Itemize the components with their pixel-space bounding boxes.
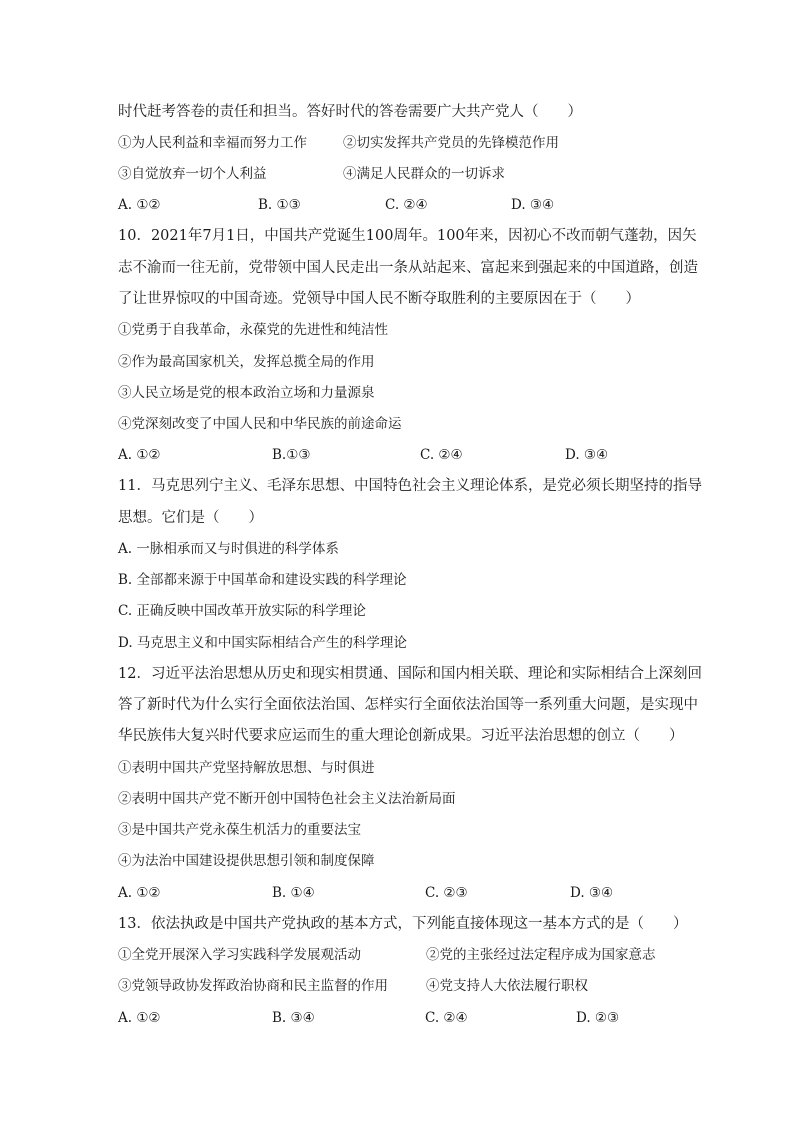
- q13-choice-c[interactable]: C. ②④: [425, 1010, 468, 1026]
- q9-choice-b[interactable]: B. ①③: [258, 197, 301, 213]
- q9-stem: 时代赶考答卷的责任和担当。答好时代的答卷需要广大共产党人（ ）: [118, 104, 582, 120]
- q9-item-3: ③自觉放弃一切个人利益: [118, 166, 267, 182]
- q10-choice-a[interactable]: A. ①②: [118, 447, 161, 463]
- q12-stem-line-1: 12．习近平法治思想从历史和现实相贯通、国际和国内相关联、理论和实际相结合上深刻回: [118, 666, 702, 682]
- q11-stem-line-2: 思想。它们是（ ）: [118, 510, 263, 526]
- q12-item-4: ④为法治中国建设提供思想引领和制度保障: [118, 853, 375, 869]
- q9-choice-a[interactable]: A. ①②: [118, 197, 161, 213]
- q12-item-3: ③是中国共产党永葆生机活力的重要法宝: [118, 822, 361, 838]
- q11-choice-c[interactable]: C. 正确反映中国改革开放实际的科学理论: [118, 603, 366, 619]
- q11-choice-d[interactable]: D. 马克思主义和中国实际相结合产生的科学理论: [118, 635, 407, 651]
- q12-choice-a[interactable]: A. ①②: [118, 885, 161, 901]
- q10-stem-line-3: 了让世界惊叹的中国奇迹。党领导中国人民不断夺取胜利的主要原因在于（ ）: [118, 291, 640, 307]
- q13-item-2: ②党的主张经过法定程序成为国家意志: [426, 947, 656, 963]
- q10-item-2: ②作为最高国家机关，发挥总揽全局的作用: [118, 354, 375, 370]
- q10-choice-c[interactable]: C. ②④: [420, 447, 463, 463]
- q9-item-2: ②切实发挥共产党员的先锋模范作用: [343, 135, 559, 151]
- q13-item-1: ①全党开展深入学习实践科学发展观活动: [118, 947, 361, 963]
- q9-item-1: ①为人民利益和幸福而努力工作: [118, 135, 307, 151]
- q12-choice-b[interactable]: B. ①④: [272, 885, 315, 901]
- q10-choice-d[interactable]: D. ③④: [565, 447, 609, 463]
- q13-item-3: ③党领导政协发挥政治协商和民主监督的作用: [118, 978, 388, 994]
- q11-choice-a[interactable]: A. 一脉相承而又与时俱进的科学体系: [118, 541, 339, 557]
- q12-item-2: ②表明中国共产党不断开创中国特色社会主义法治新局面: [118, 791, 456, 807]
- q9-choice-d[interactable]: D. ③④: [511, 197, 555, 213]
- q12-stem-line-2: 答了新时代为什么实行全面依法治国、怎样实行全面依法治国等一系列重大问题，是实现中: [118, 697, 698, 713]
- q13-stem: 13．依法执政是中国共产党执政的基本方式，下列能直接体现这一基本方式的是（ ）: [118, 916, 688, 932]
- q10-item-1: ①党勇于自我革命，永葆党的先进性和纯洁性: [118, 322, 388, 338]
- q10-item-4: ④党深刻改变了中国人民和中华民族的前途命运: [118, 416, 402, 432]
- q10-choice-b[interactable]: B.①③: [272, 447, 311, 463]
- q12-choice-d[interactable]: D. ③④: [570, 885, 614, 901]
- q13-choice-d[interactable]: D. ②③: [576, 1010, 620, 1026]
- q13-choice-a[interactable]: A. ①②: [118, 1010, 161, 1026]
- q10-stem-line-1: 10．2021年7月1日，中国共产党诞生100周年。100年来，因初心不改而朝气蓬勃，因矢: [118, 228, 697, 244]
- q10-item-3: ③人民立场是党的根本政治立场和力量源泉: [118, 385, 375, 401]
- q12-choice-c[interactable]: C. ②③: [425, 885, 468, 901]
- q9-choice-c[interactable]: C. ②④: [385, 197, 428, 213]
- q11-stem-line-1: 11．马克思列宁主义、毛泽东思想、中国特色社会主义理论体系，是党必须长期坚持的指导: [118, 478, 702, 494]
- q13-item-4: ④党支持人大依法履行职权: [426, 978, 588, 994]
- q9-item-4: ④满足人民群众的一切诉求: [343, 166, 505, 182]
- q10-stem-line-2: 志不渝而一往无前，党带领中国人民走出一条从站起来、富起来到强起来的中国道路，创造: [118, 260, 698, 276]
- q13-choice-b[interactable]: B. ③④: [272, 1010, 315, 1026]
- q12-stem-line-3: 华民族伟大复兴时代要求应运而生的重大理论创新成果。习近平法治思想的创立（ ）: [118, 728, 684, 744]
- q11-choice-b[interactable]: B. 全部都来源于中国革命和建设实践的科学理论: [118, 572, 407, 588]
- q12-item-1: ①表明中国共产党坚持解放思想、与时俱进: [118, 760, 375, 776]
